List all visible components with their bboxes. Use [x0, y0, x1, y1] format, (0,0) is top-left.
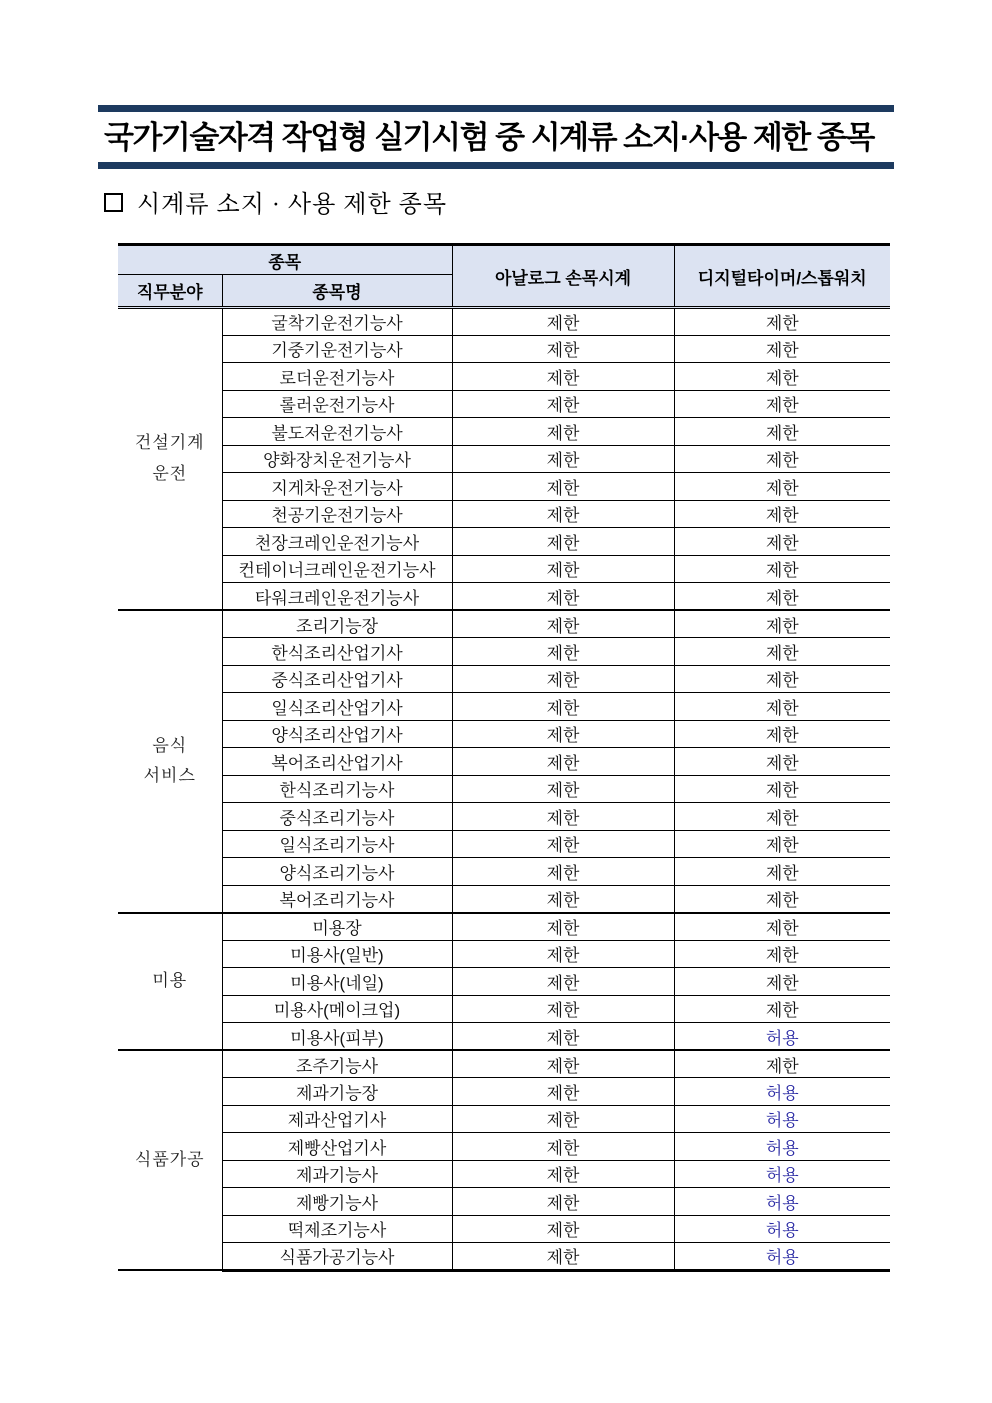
digital-timer-status-cell: 제한 [674, 500, 890, 528]
digital-timer-status-cell: 제한 [674, 665, 890, 693]
item-name-cell: 미용사(메이크업) [222, 995, 452, 1023]
analog-watch-status-cell: 제한 [452, 720, 674, 748]
job-field-line: 미용 [152, 970, 188, 990]
title-bottom-bar [98, 162, 894, 169]
analog-watch-status-cell: 제한 [452, 1160, 674, 1188]
analog-watch-status-cell: 제한 [452, 528, 674, 556]
digital-timer-status-cell: 제한 [674, 858, 890, 886]
item-name-cell: 로더운전기능사 [222, 363, 452, 391]
header-cell-job-field: 직무분야 [118, 275, 222, 308]
table-header [118, 245, 890, 308]
analog-watch-status-cell: 제한 [452, 1215, 674, 1243]
item-name-cell: 불도저운전기능사 [222, 418, 452, 446]
item-name-cell: 일식조리기능사 [222, 830, 452, 858]
digital-timer-status-cell: 제한 [674, 363, 890, 391]
digital-timer-status-cell: 제한 [674, 1050, 890, 1078]
digital-timer-status-cell: 제한 [674, 830, 890, 858]
job-field-line: 서비스 [143, 766, 196, 786]
table-body [118, 308, 890, 1271]
job-field-line: 음식 [152, 735, 188, 755]
table-row [118, 968, 890, 996]
analog-watch-status-cell: 제한 [452, 390, 674, 418]
table-row [118, 940, 890, 968]
section-heading-label: 시계류 소지 · 사용 제한 종목 [137, 192, 448, 218]
table-row [118, 858, 890, 886]
digital-timer-status-cell: 제한 [674, 445, 890, 473]
table-row [118, 1133, 890, 1161]
table-row [118, 363, 890, 391]
table-row [118, 1050, 890, 1078]
job-field-cell [118, 913, 222, 1051]
job-field-line: 운전 [152, 464, 188, 483]
item-name-cell: 제과기능장 [222, 1078, 452, 1106]
analog-watch-status-cell: 제한 [452, 885, 674, 913]
restriction-table [118, 243, 890, 1272]
item-name-cell: 제빵산업기사 [222, 1133, 452, 1161]
analog-watch-status-cell: 제한 [452, 913, 674, 941]
analog-watch-status-cell: 제한 [452, 1188, 674, 1216]
item-name-cell: 중식조리기능사 [222, 803, 452, 831]
analog-watch-status-cell: 제한 [452, 638, 674, 666]
analog-watch-status-cell: 제한 [452, 665, 674, 693]
table-row [118, 1078, 890, 1106]
analog-watch-status-cell: 제한 [452, 748, 674, 776]
analog-watch-status-cell: 제한 [452, 858, 674, 886]
job-field-cell [118, 610, 222, 913]
table-row [118, 555, 890, 583]
analog-watch-status-cell: 제한 [452, 583, 674, 611]
item-name-cell: 컨테이너크레인운전기능사 [222, 555, 452, 583]
digital-timer-status-cell: 제한 [674, 335, 890, 363]
digital-timer-status-cell: 제한 [674, 693, 890, 721]
digital-timer-status-cell: 제한 [674, 390, 890, 418]
digital-timer-status-cell: 허용 [674, 1188, 890, 1216]
item-name-cell: 굴착기운전기능사 [222, 308, 452, 336]
table-row [118, 720, 890, 748]
square-bullet-icon [104, 193, 123, 212]
table-row [118, 995, 890, 1023]
analog-watch-status-cell: 제한 [452, 830, 674, 858]
item-name-cell: 미용사(일반) [222, 940, 452, 968]
digital-timer-status-cell: 제한 [674, 638, 890, 666]
table-row [118, 638, 890, 666]
analog-watch-status-cell: 제한 [452, 473, 674, 501]
digital-timer-status-cell: 제한 [674, 940, 890, 968]
analog-watch-status-cell: 제한 [452, 775, 674, 803]
table-row [118, 583, 890, 611]
analog-watch-status-cell: 제한 [452, 995, 674, 1023]
title-block [98, 105, 894, 169]
item-name-cell: 양화장치운전기능사 [222, 445, 452, 473]
item-name-cell: 한식조리기능사 [222, 775, 452, 803]
table-row [118, 1023, 890, 1051]
item-name-cell: 롤러운전기능사 [222, 390, 452, 418]
analog-watch-status-cell: 제한 [452, 1078, 674, 1106]
job-field-line: 식품가공 [134, 1149, 205, 1169]
item-name-cell: 일식조리산업기사 [222, 693, 452, 721]
item-name-cell: 미용사(네일) [222, 968, 452, 996]
analog-watch-status-cell: 제한 [452, 1243, 674, 1271]
analog-watch-status-cell: 제한 [452, 363, 674, 391]
table-row [118, 390, 890, 418]
item-name-cell: 조주기능사 [222, 1050, 452, 1078]
header-cell-item-name: 종목명 [222, 275, 452, 308]
digital-timer-status-cell: 허용 [674, 1160, 890, 1188]
digital-timer-status-cell: 제한 [674, 555, 890, 583]
digital-timer-status-cell: 제한 [674, 913, 890, 941]
digital-timer-status-cell: 제한 [674, 473, 890, 501]
digital-timer-status-cell: 제한 [674, 308, 890, 336]
item-name-cell: 복어조리기능사 [222, 885, 452, 913]
item-name-cell: 중식조리산업기사 [222, 665, 452, 693]
table-row [118, 748, 890, 776]
analog-watch-status-cell: 제한 [452, 500, 674, 528]
item-name-cell: 제과기능사 [222, 1160, 452, 1188]
item-name-cell: 조리기능장 [222, 610, 452, 638]
table-row [118, 913, 890, 941]
item-name-cell: 제빵기능사 [222, 1188, 452, 1216]
header-cell-category: 종목 [118, 245, 452, 275]
table-row [118, 1243, 890, 1271]
analog-watch-status-cell: 제한 [452, 693, 674, 721]
analog-watch-status-cell: 제한 [452, 1050, 674, 1078]
header-cell-analog-watch: 아날로그 손목시계 [452, 245, 674, 308]
analog-watch-status-cell: 제한 [452, 968, 674, 996]
table-row [118, 1105, 890, 1133]
table-row [118, 885, 890, 913]
job-field-cell [118, 308, 222, 611]
digital-timer-status-cell: 허용 [674, 1215, 890, 1243]
item-name-cell: 타워크레인운전기능사 [222, 583, 452, 611]
table-row [118, 803, 890, 831]
item-name-cell: 기중기운전기능사 [222, 335, 452, 363]
digital-timer-status-cell: 허용 [674, 1023, 890, 1051]
item-name-cell: 천장크레인운전기능사 [222, 528, 452, 556]
table-row [118, 335, 890, 363]
digital-timer-status-cell: 허용 [674, 1078, 890, 1106]
table-row [118, 445, 890, 473]
item-name-cell: 양식조리산업기사 [222, 720, 452, 748]
item-name-cell: 미용사(피부) [222, 1023, 452, 1051]
analog-watch-status-cell: 제한 [452, 803, 674, 831]
analog-watch-status-cell: 제한 [452, 1133, 674, 1161]
item-name-cell: 복어조리산업기사 [222, 748, 452, 776]
table-row [118, 665, 890, 693]
table-row [118, 1188, 890, 1216]
analog-watch-status-cell: 제한 [452, 555, 674, 583]
analog-watch-status-cell: 제한 [452, 418, 674, 446]
digital-timer-status-cell: 제한 [674, 748, 890, 776]
item-name-cell: 지게차운전기능사 [222, 473, 452, 501]
analog-watch-status-cell: 제한 [452, 308, 674, 336]
analog-watch-status-cell: 제한 [452, 1023, 674, 1051]
table-row [118, 500, 890, 528]
job-field-cell [118, 1050, 222, 1270]
header-row-1 [118, 245, 890, 275]
digital-timer-status-cell: 제한 [674, 610, 890, 638]
digital-timer-status-cell: 제한 [674, 720, 890, 748]
digital-timer-status-cell: 허용 [674, 1133, 890, 1161]
table-row [118, 308, 890, 336]
title-top-bar [98, 105, 894, 112]
digital-timer-status-cell: 제한 [674, 418, 890, 446]
table-row [118, 473, 890, 501]
analog-watch-status-cell: 제한 [452, 335, 674, 363]
table-row [118, 1215, 890, 1243]
item-name-cell: 천공기운전기능사 [222, 500, 452, 528]
digital-timer-status-cell: 허용 [674, 1105, 890, 1133]
item-name-cell: 식품가공기능사 [222, 1243, 452, 1271]
item-name-cell: 양식조리기능사 [222, 858, 452, 886]
item-name-cell: 제과산업기사 [222, 1105, 452, 1133]
item-name-cell: 떡제조기능사 [222, 1215, 452, 1243]
analog-watch-status-cell: 제한 [452, 610, 674, 638]
page-title: 국가기술자격 작업형 실기시험 중 시계류 소지·사용 제한 종목 [104, 120, 874, 155]
table-row [118, 418, 890, 446]
job-field-line: 건설기계 [134, 433, 205, 453]
digital-timer-status-cell: 허용 [674, 1243, 890, 1271]
restriction-table-wrap [118, 243, 890, 1272]
digital-timer-status-cell: 제한 [674, 885, 890, 913]
analog-watch-status-cell: 제한 [452, 445, 674, 473]
item-name-cell: 미용장 [222, 913, 452, 941]
header-cell-digital-timer: 디지털타이머/스톱워치 [674, 245, 890, 308]
table-row [118, 610, 890, 638]
table-row [118, 830, 890, 858]
digital-timer-status-cell: 제한 [674, 775, 890, 803]
digital-timer-status-cell: 제한 [674, 995, 890, 1023]
table-row [118, 775, 890, 803]
section-heading [104, 184, 447, 219]
analog-watch-status-cell: 제한 [452, 1105, 674, 1133]
table-row [118, 1160, 890, 1188]
digital-timer-status-cell: 제한 [674, 528, 890, 556]
analog-watch-status-cell: 제한 [452, 940, 674, 968]
table-row [118, 693, 890, 721]
item-name-cell: 한식조리산업기사 [222, 638, 452, 666]
digital-timer-status-cell: 제한 [674, 583, 890, 611]
digital-timer-status-cell: 제한 [674, 803, 890, 831]
digital-timer-status-cell: 제한 [674, 968, 890, 996]
table-row [118, 528, 890, 556]
